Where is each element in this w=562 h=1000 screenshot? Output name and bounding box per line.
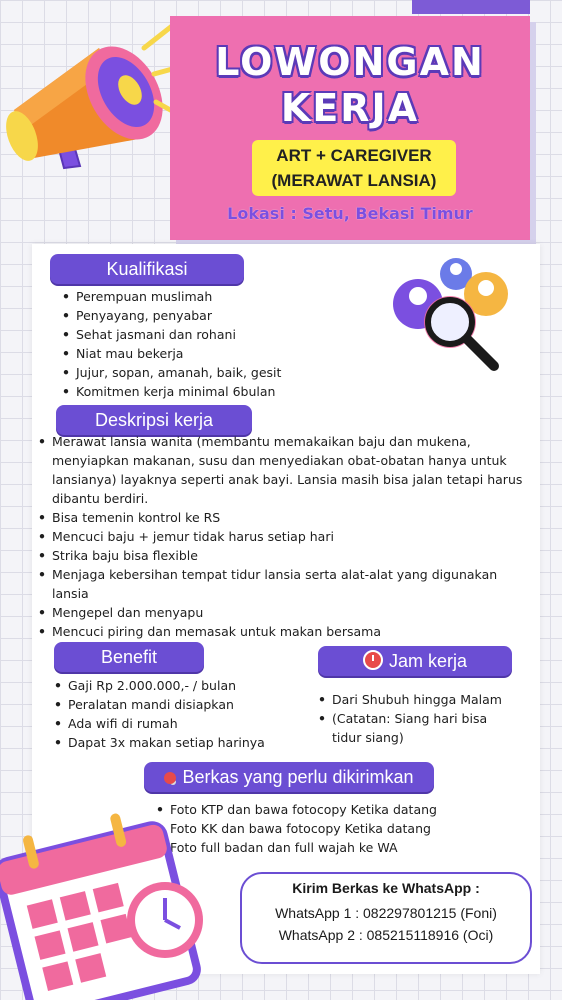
- qualifications-heading: Kualifikasi: [50, 254, 244, 284]
- list-item: • Peralatan mandi disiapkan: [52, 695, 302, 714]
- list-item: • Mencuci baju + jemur tidak harus setiap hari: [36, 527, 532, 546]
- list-item: • Jujur, sopan, amanah, baik, gesit: [60, 363, 380, 382]
- list-item: • Niat mau bekerja: [60, 344, 380, 363]
- header-banner: [170, 16, 530, 240]
- list-item: • Mengepel dan menyapu: [36, 603, 532, 622]
- whatsapp-1[interactable]: WhatsApp 1 : 082297801215 (Foni): [275, 905, 497, 921]
- people-search-icon: [390, 254, 510, 379]
- working-hours-heading-label: Jam kerja: [388, 651, 468, 671]
- list-item: • Foto KK dan bawa fotocopy Ketika datang: [154, 819, 474, 838]
- list-item: • (Catatan: Siang hari bisa tidur siang): [316, 709, 516, 747]
- contact-box: [240, 872, 532, 964]
- list-item: • Merawat lansia wanita (membantu memakaikan baju dan mukena, menyiapkan makanan, susu dan menyediakan obat-obatan hanya untuk lansianya) layaknya seperti anak bayi. Lansia masih bisa jalan tetapi harus dibantu berdiri.: [36, 432, 532, 508]
- list-item: • Strika baju bisa flexible: [36, 546, 532, 565]
- whatsapp-2[interactable]: WhatsApp 2 : 085215118916 (Oci): [278, 927, 494, 943]
- benefit-heading: Benefit: [54, 642, 204, 672]
- job-description-heading: Deskripsi kerja: [56, 405, 252, 435]
- list-item: • Ada wifi di rumah: [52, 714, 302, 733]
- location-text: Lokasi : Setu, Bekasi Timur: [227, 204, 473, 223]
- qualifications-list: [60, 287, 380, 401]
- list-item: • Dari Shubuh hingga Malam: [316, 690, 516, 709]
- title-line2: KERJA: [280, 86, 420, 130]
- documents-heading-label: Berkas yang perlu dikirimkan: [182, 767, 414, 787]
- list-item: • Penyayang, penyabar: [60, 306, 380, 325]
- working-hours-heading: [318, 646, 512, 676]
- decorative-strip: [412, 0, 530, 14]
- job-description-list: [36, 432, 532, 641]
- working-hours-list: [316, 690, 516, 747]
- position-box: [252, 140, 456, 196]
- list-item: • Foto KTP dan bawa fotocopy Ketika datang: [154, 800, 474, 819]
- list-item: • Gaji Rp 2.000.000,- / bulan: [52, 676, 302, 695]
- position-line2: (MERAWAT LANSIA): [271, 171, 437, 190]
- contact-title: Kirim Berkas ke WhatsApp :: [292, 880, 480, 896]
- list-item: • Mencuci piring dan memasak untuk makan bersama: [36, 622, 532, 641]
- alarm-clock-icon: [363, 650, 383, 670]
- list-item: • Dapat 3x makan setiap harinya: [52, 733, 302, 752]
- calendar-icon: [0, 800, 220, 1000]
- list-item: • Perempuan muslimah: [60, 287, 380, 306]
- list-item: • Foto full badan dan full wajah ke WA: [154, 838, 474, 857]
- list-item: • Bisa temenin kontrol ke RS: [36, 508, 532, 527]
- pushpin-icon: [164, 772, 176, 784]
- documents-heading: [144, 762, 434, 792]
- title-line1: LOWONGAN: [215, 40, 485, 84]
- megaphone-icon: [4, 18, 179, 198]
- list-item: • Komitmen kerja minimal 6bulan: [60, 382, 380, 401]
- benefit-list: [52, 676, 302, 752]
- list-item: • Menjaga kebersihan tempat tidur lansia serta alat-alat yang digunakan lansia: [36, 565, 532, 603]
- position-line1: ART + CAREGIVER: [276, 146, 432, 165]
- list-item: • Sehat jasmani dan rohani: [60, 325, 380, 344]
